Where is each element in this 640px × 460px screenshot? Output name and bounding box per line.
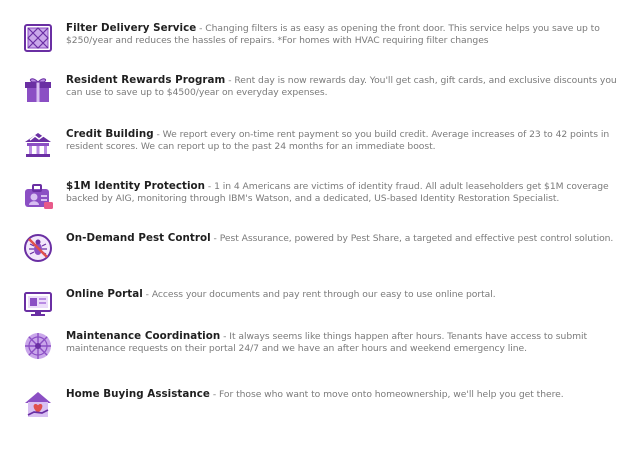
item-separator: - <box>153 129 163 140</box>
home-buying-icon <box>22 388 54 420</box>
item-text <box>66 288 632 301</box>
item-separator: - <box>209 389 219 400</box>
item-text <box>66 74 632 100</box>
item-description: It always seems like things happen after hours. Tenants have access to submit maintenance requests on their portal 24/7 and we have an after hours and weekend emergency line. <box>66 331 588 355</box>
air-filter-icon <box>22 22 54 54</box>
item-description: For those who want to move onto homeownership, we'll help you get there. <box>219 389 564 400</box>
item-title: Online Portal <box>66 288 143 300</box>
item-separator: - <box>225 75 235 86</box>
item-title: Filter Delivery Service <box>66 22 197 34</box>
online-portal-icon <box>22 288 54 320</box>
item-separator: - <box>220 331 230 342</box>
item-title: Resident Rewards Program <box>66 74 226 86</box>
item-description: We report every on-time rent payment so you build credit. Average increases of 23 to 42 points in resident scores. We can report up to the past 24 months for an immediate boost. <box>66 129 610 153</box>
item-description: Access your documents and pay rent through our easy to use online portal. <box>151 289 496 300</box>
item-text <box>66 128 632 154</box>
maintenance-gear-icon <box>22 330 54 362</box>
item-text <box>66 330 632 356</box>
item-text <box>66 232 632 245</box>
item-title: On-Demand Pest Control <box>66 232 211 244</box>
item-separator: - <box>210 233 220 244</box>
gift-box-icon <box>22 74 54 106</box>
pest-control-icon <box>22 232 54 264</box>
credit-building-icon <box>22 128 54 160</box>
item-title: Home Buying Assistance <box>66 388 210 400</box>
identity-protection-icon <box>22 180 54 212</box>
item-description: Changing filters is as easy as opening the front door. This service helps you save up to $250/year and reduces the hassles of repairs. *For homes with HVAC requiring filter changes <box>66 23 600 47</box>
item-title: $1M Identity Protection <box>66 180 206 192</box>
item-description: Pest Assurance, powered by Pest Share, a targeted and effective pest control solution. <box>219 233 614 244</box>
item-description: Rent day is now rewards day. You'll get cash, gift cards, and exclusive discounts you can use to save up to $4500/year on everyday expenses. <box>66 75 617 99</box>
item-title: Credit Building <box>66 128 154 140</box>
item-text <box>66 388 632 401</box>
item-title: Maintenance Coordination <box>66 330 221 342</box>
item-separator: - <box>205 181 215 192</box>
item-description: 1 in 4 Americans are victims of identity fraud. All adult leaseholders get $1M coverage backed by AIG, monitoring through IBM's Watson, and a dedicated, US-based Identity Restoration Specialist. <box>66 181 609 205</box>
item-separator: - <box>196 23 206 34</box>
item-text <box>66 22 632 48</box>
item-separator: - <box>142 289 152 300</box>
item-text <box>66 180 632 206</box>
